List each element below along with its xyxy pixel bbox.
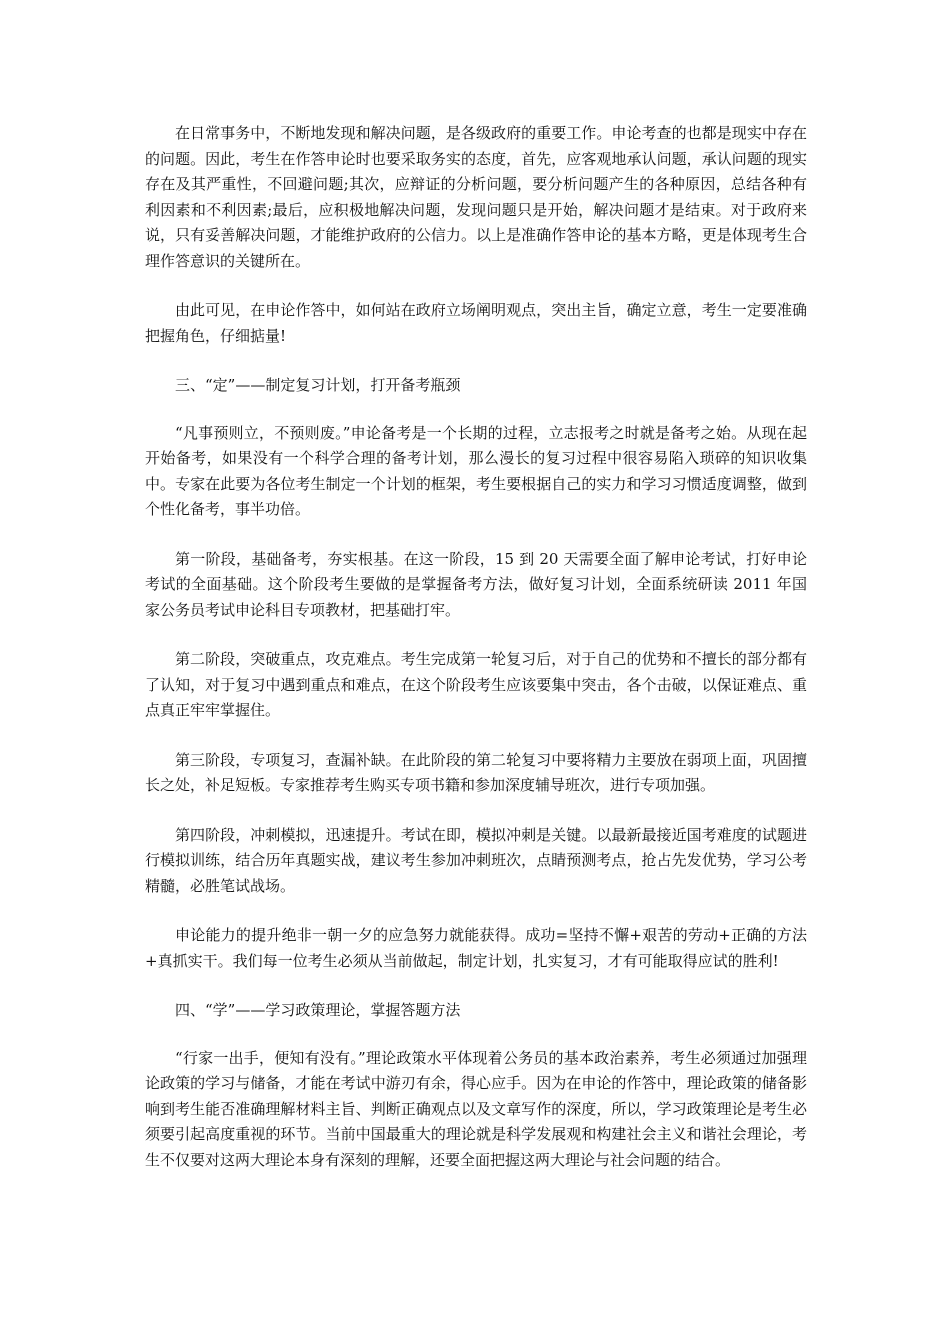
paragraph-policy-theory: “行家一出手，便知有没有。”理论政策水平体现着公务员的基本政治素养，考生必须通过加强理论政策的学习与储备，才能在考试中游刃有余，得心应手。因为在申论的作答中，理论政策的储备影响到考生能否准确理解材料主旨、判断正确观点以及文章写作的深度，所以，学习政策理论是考生必须要引起高度重视的环节。当前中国最重大的理论就是科学发展观和构建社会主义和谐社会理论，考生不仅要对这两大理论本身有深刻的理解，还要全面把握这两大理论与社会问题的结合。: [145, 1048, 807, 1169]
section-heading-ding: 三、“定”——制定复习计划，打开备考瓶颈: [175, 376, 461, 394]
paragraph-stage-three: 第三阶段，专项复习，查漏补缺。在此阶段的第二轮复习中要将精力主要放在弱项上面，巩固擅长之处，补足短板。专家推荐考生购买专项书籍和参加深度辅导班次，进行专项加强。: [145, 750, 807, 794]
paragraph-stage-four: 第四阶段，冲刺模拟，迅速提升。考试在即，模拟冲刺是关键。以最新最接近国考难度的试题进行模拟训练，结合历年真题实战，建议考生参加冲刺班次，点睛预测考点，抢占先发优势，学习公考精髓，必胜笔试战场。: [145, 825, 807, 895]
document-body: [145, 121, 807, 1197]
paragraph-government-problem-solving: 在日常事务中，不断地发现和解决问题，是各级政府的重要工作。申论考查的也都是现实中存在的问题。因此，考生在作答申论时也要采取务实的态度，首先，应客观地承认问题，承认问题的现实存在及其严重性，不回避问题;其次，应辩证的分析问题，要分析问题产生的各种原因，总结各种有利因素和不利因素;最后，应积极地解决问题，发现问题只是开始，解决问题才是结束。对于政府来说，只有妥善解决问题，才能维护政府的公信力。以上是准确作答申论的基本方略，更是体现考生合理作答意识的关键所在。: [145, 124, 807, 270]
paragraph-conclusion-role: 由此可见，在申论作答中，如何站在政府立场阐明观点，突出主旨，确定立意，考生一定要准确把握角色，仔细掂量!: [145, 301, 807, 345]
section-heading-xue: 四、“学”——学习政策理论，掌握答题方法: [175, 1001, 461, 1019]
paragraph-study-plan-intro: “凡事预则立，不预则废。”申论备考是一个长期的过程，立志报考之时就是备考之始。从现在起开始备考，如果没有一个科学合理的备考计划，那么漫长的复习过程中很容易陷入琐碎的知识收集中。专家在此要为各位考生制定一个计划的框架，考生要根据自己的实力和学习习惯适度调整，做到个性化备考，事半功倍。: [145, 423, 807, 518]
paragraph-success-formula: 申论能力的提升绝非一朝一夕的应急努力就能获得。成功=坚持不懈+艰苦的劳动+正确的方法+真抓实干。我们每一位考生必须从当前做起，制定计划，扎实复习，才有可能取得应试的胜利!: [145, 926, 807, 970]
paragraph-stage-two: 第二阶段，突破重点，攻克难点。考生完成第一轮复习后，对于自己的优势和不擅长的部分都有了认知，对于复习中遇到重点和难点，在这个阶段考生应该要集中突击，各个击破，以保证难点、重点真正牢牢掌握住。: [145, 650, 807, 719]
paragraph-stage-one: 第一阶段，基础备考，夯实根基。在这一阶段，15 到 20 天需要全面了解申论考试，打好申论考试的全面基础。这个阶段考生要做的是掌握备考方法，做好复习计划，全面系统研读 2011 年国家公务员考试申论科目专项教材，把基础打牢。: [145, 549, 807, 619]
